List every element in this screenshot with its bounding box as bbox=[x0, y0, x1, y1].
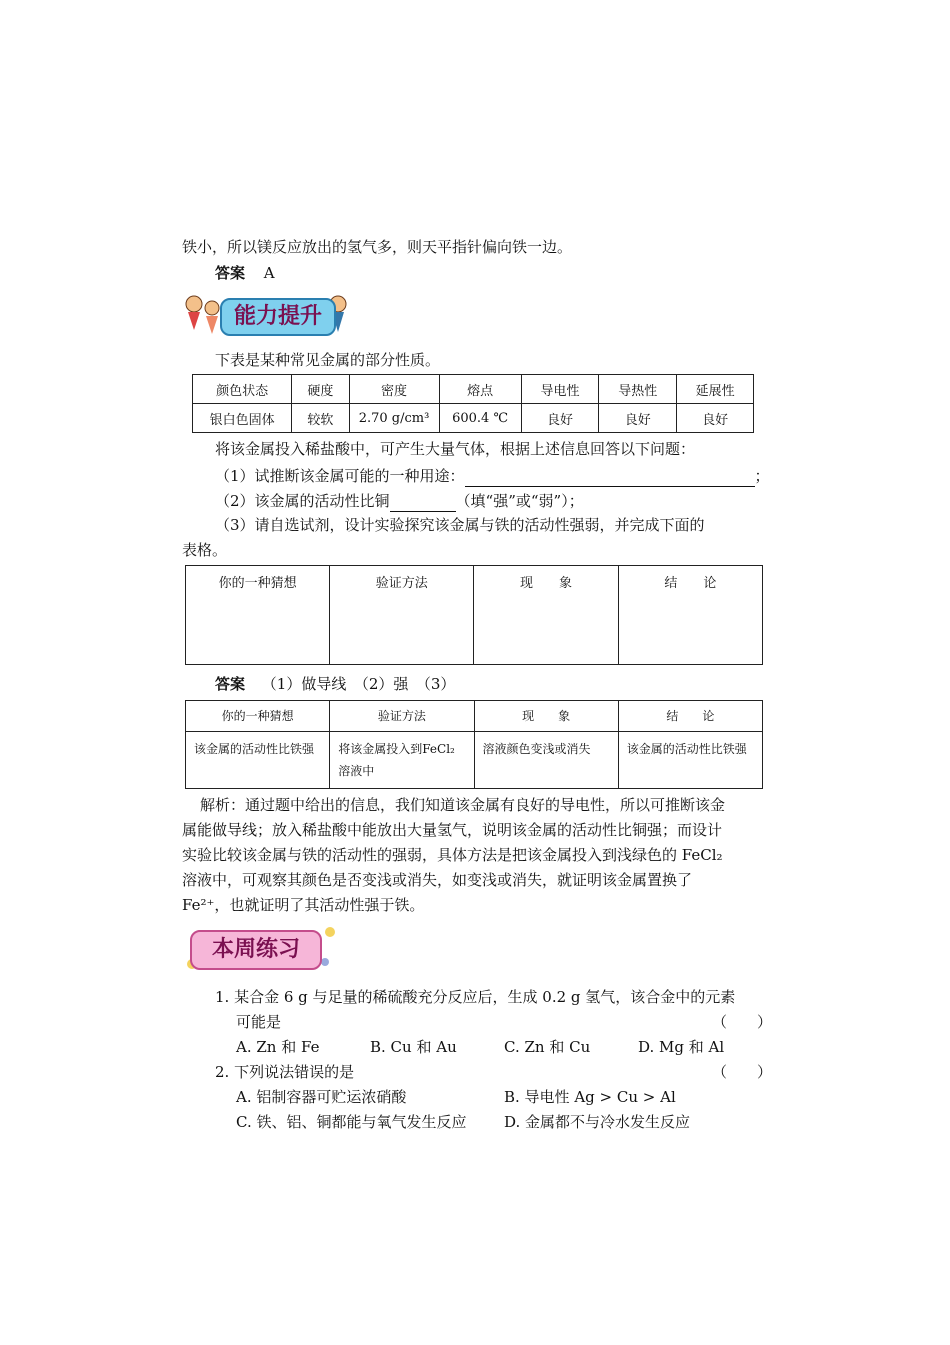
experiment-header-cell: 你的一种猜想 bbox=[186, 566, 330, 665]
practice-q2-answer-blank: （ ） bbox=[712, 1063, 773, 1081]
question-2-hint: （填“强”或“弱”）； bbox=[455, 492, 584, 510]
question-3-line2: 表格。 bbox=[182, 541, 228, 559]
answer-value: A bbox=[263, 264, 275, 282]
properties-value-row bbox=[193, 404, 754, 433]
answer-header-cell: 结 论 bbox=[618, 701, 762, 732]
header-cell: 颜色状态 bbox=[193, 375, 292, 404]
properties-header-row bbox=[193, 375, 754, 404]
header-cell: 熔点 bbox=[439, 375, 521, 404]
value-cell: 600.4 ℃ bbox=[439, 404, 521, 433]
weekly-practice-label: 本周练习 bbox=[190, 930, 322, 970]
practice-q1-option: C. Zn 和 Cu bbox=[504, 1038, 591, 1056]
answer-data-row bbox=[186, 732, 763, 789]
analysis-line: 属能做导线；放入稀盐酸中能放出大量氢气，说明该金属的活动性比铜强；而设计 bbox=[182, 821, 723, 839]
header-cell: 硬度 bbox=[292, 375, 349, 404]
question-1-end: ； bbox=[754, 467, 770, 485]
answer-header-cell: 你的一种猜想 bbox=[186, 701, 330, 732]
ability-badge-label: 能力提升 bbox=[220, 298, 336, 336]
value-cell: 良好 bbox=[677, 404, 754, 433]
header-cell: 密度 bbox=[349, 375, 439, 404]
analysis-line: Fe²⁺，也就证明了其活动性强于铁。 bbox=[182, 896, 425, 914]
answer-line-section1 bbox=[215, 673, 455, 695]
value-cell: 良好 bbox=[521, 404, 599, 433]
analysis-line: 溶液中，可观察其颜色是否变浅或消失，如变浅或消失，就证明该金属置换了 bbox=[182, 871, 693, 889]
ability-badge bbox=[180, 290, 352, 340]
answer-cell: 该金属的活动性比铁强 bbox=[618, 732, 762, 789]
experiment-header-cell: 现 象 bbox=[474, 566, 618, 665]
answer-text: （1）做导线 （2）强 （3） bbox=[261, 675, 456, 693]
question-3-line1: （3）请自选试剂，设计实验探究该金属与铁的活动性强弱，并完成下面的 bbox=[215, 516, 705, 534]
practice-q1-option: B. Cu 和 Au bbox=[370, 1038, 457, 1056]
continuation-text: 铁小，所以镁反应放出的氢气多，则天平指针偏向铁一边。 bbox=[182, 238, 573, 256]
practice-q2-option: A. 铝制容器可贮运浓硝酸 bbox=[236, 1088, 407, 1106]
question-1-text: （1）试推断该金属可能的一种用途： bbox=[215, 467, 465, 485]
value-cell: 良好 bbox=[599, 404, 677, 433]
analysis-line: 实验比较该金属与铁的活动性的强弱，具体方法是把该金属投入到浅绿色的 FeCl₂ bbox=[182, 846, 723, 864]
answer-label: 答案 bbox=[215, 264, 246, 282]
header-cell: 导热性 bbox=[599, 375, 677, 404]
practice-q1-line1: 1. 某合金 6 g 与足量的稀硫酸充分反应后，生成 0.2 g 氢气，该合金中的元素 bbox=[215, 988, 736, 1006]
answer-cell: 溶液颜色变浅或消失 bbox=[474, 732, 618, 789]
practice-q2-option: D. 金属都不与冷水发生反应 bbox=[504, 1113, 691, 1131]
practice-q2-line1: 2. 下列说法错误的是 bbox=[215, 1063, 355, 1081]
practice-q2-option: C. 铁、铝、铜都能与氧气发生反应 bbox=[236, 1113, 467, 1131]
question-2-blank bbox=[390, 489, 456, 512]
experiment-table bbox=[185, 565, 763, 665]
practice-q1-line2: 可能是 bbox=[236, 1013, 282, 1031]
answer-cell: 该金属的活动性比铁强 bbox=[186, 732, 330, 789]
properties-table bbox=[192, 374, 754, 433]
question-2-text: （2）该金属的活动性比铜 bbox=[215, 492, 390, 510]
question-2 bbox=[215, 489, 584, 512]
practice-q1-option: D. Mg 和 Al bbox=[638, 1038, 725, 1056]
answer-cell: 将该金属投入到FeCl₂溶液中 bbox=[330, 732, 474, 789]
experiment-header-cell: 验证方法 bbox=[330, 566, 474, 665]
header-cell: 延展性 bbox=[677, 375, 754, 404]
practice-q2-option: B. 导电性 Ag > Cu > Al bbox=[504, 1088, 676, 1106]
answer-header-cell: 现 象 bbox=[474, 701, 618, 732]
question-1-blank bbox=[465, 464, 755, 487]
section1-intro: 下表是某种常见金属的部分性质。 bbox=[215, 351, 441, 369]
value-cell: 较软 bbox=[292, 404, 349, 433]
practice-q1-option: A. Zn 和 Fe bbox=[236, 1038, 320, 1056]
experiment-header-cell: 结 论 bbox=[618, 566, 762, 665]
weekly-practice-badge bbox=[180, 922, 340, 974]
answer-header-row bbox=[186, 701, 763, 732]
answer-label: 答案 bbox=[215, 675, 246, 693]
answer-header-cell: 验证方法 bbox=[330, 701, 474, 732]
answer-line-top bbox=[215, 262, 275, 284]
question-1 bbox=[215, 464, 770, 487]
question-intro: 将该金属投入稀盐酸中，可产生大量气体，根据上述信息回答以下问题： bbox=[215, 440, 696, 458]
answer-table bbox=[185, 700, 763, 789]
header-cell: 导电性 bbox=[521, 375, 599, 404]
practice-q1-answer-blank: （ ） bbox=[712, 1013, 773, 1031]
analysis-line: 解析：通过题中给出的信息，我们知道该金属有良好的导电性，所以可推断该金 bbox=[200, 796, 726, 814]
value-cell: 银白色固体 bbox=[193, 404, 292, 433]
experiment-row bbox=[186, 566, 763, 665]
value-cell: 2.70 g/cm³ bbox=[349, 404, 439, 433]
